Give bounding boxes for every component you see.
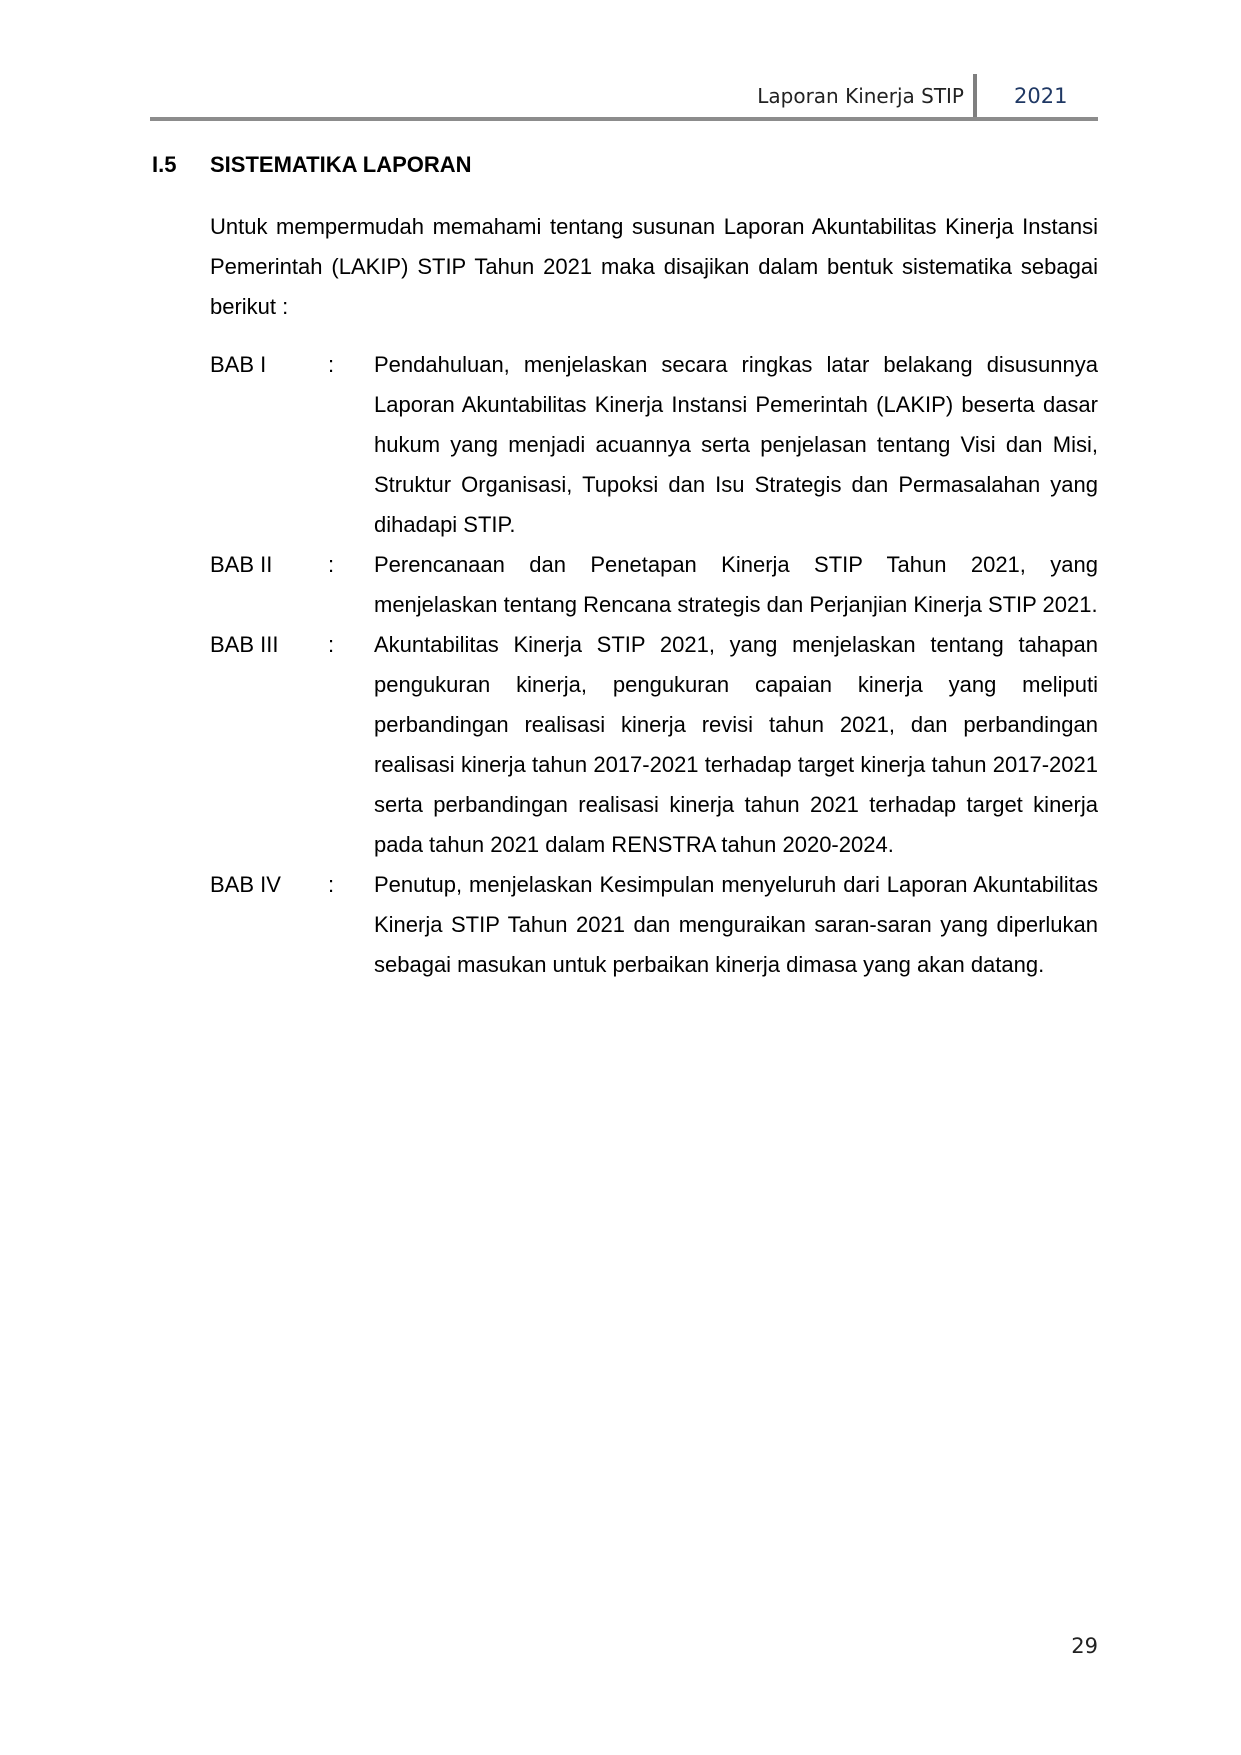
chapter-item [210,545,1098,625]
header-rule [150,117,1098,121]
chapter-description: Pendahuluan, menjelaskan secara ringkas latar belakang disusunnya Laporan Akuntabilitas Kinerja Instansi Pemerintah (LAKIP) beserta dasar hukum yang menjadi acuannya serta penjelasan tentang Visi dan Misi, Struktur Organisasi, Tupoksi dan Isu Strategis dan Permasalahan yang dihadapi STIP. [374,352,1098,537]
section-title: SISTEMATIKA LAPORAN [210,152,472,177]
chapter-description: Penutup, menjelaskan Kesimpulan menyeluruh dari Laporan Akuntabilitas Kinerja STIP Tahun 2021 dan menguraikan saran-saran yang diperlukan sebagai masukan untuk perbaikan kinerja dimasa yang akan datang. [374,872,1098,977]
running-header [150,74,1098,118]
chapter-label: BAB II [210,552,273,577]
intro-paragraph: Untuk mempermudah memahami tentang susunan Laporan Akuntabilitas Kinerja Instansi Pemerintah (LAKIP) STIP Tahun 2021 maka disajikan dalam bentuk sistematika sebagai berikut : [210,214,1098,319]
chapter-list [210,345,1098,985]
header-year: 2021 [1014,84,1068,108]
header-divider [973,74,977,118]
header-title: Laporan Kinerja STIP [757,84,964,108]
chapter-colon: : [328,872,335,897]
chapter-colon: : [328,632,335,657]
chapter-label: BAB I [210,352,267,377]
page-number: 29 [1071,1634,1098,1658]
chapter-label: BAB IV [210,872,281,897]
chapter-label: BAB III [210,632,279,657]
chapter-item [210,865,1098,985]
section-number: I.5 [152,152,177,177]
chapter-description: Perencanaan dan Penetapan Kinerja STIP Tahun 2021, yang menjelaskan tentang Rencana strategis dan Perjanjian Kinerja STIP 2021. [374,552,1098,617]
chapter-item [210,625,1098,865]
chapter-colon: : [328,552,335,577]
chapter-colon: : [328,352,335,377]
chapter-description: Akuntabilitas Kinerja STIP 2021, yang menjelaskan tentang tahapan pengukuran kinerja, pengukuran capaian kinerja yang meliputi perbandingan realisasi kinerja revisi tahun 2021, dan perbandingan realisasi kinerja tahun 2017-2021 terhadap target kinerja tahun 2017-2021 serta perbandingan realisasi kinerja tahun 2021 terhadap target kinerja pada tahun 2021 dalam RENSTRA tahun 2020-2024. [374,632,1098,857]
chapter-item [210,345,1098,545]
